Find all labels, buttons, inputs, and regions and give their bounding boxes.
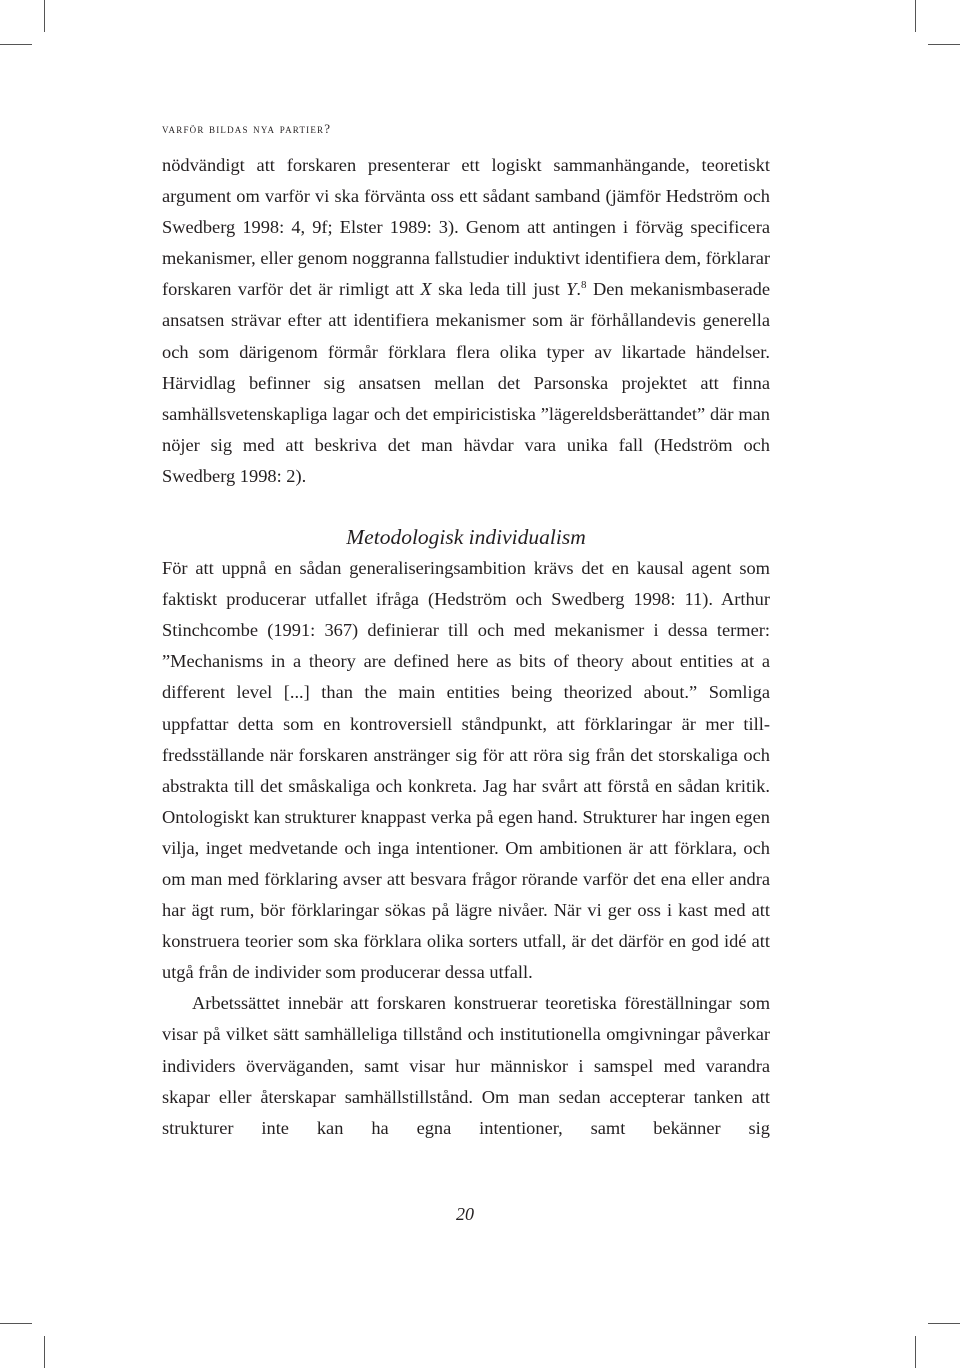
page-number: 20 xyxy=(456,1204,474,1224)
variable-x: X xyxy=(420,279,432,300)
paragraph-3: Arbetssättet innebär att forskaren konstruerar teoretiska föreställningar som visar på vilket sätt samhälleliga tillstånd och institutionella omgivningar påverkar individers överväganden, samt visar hur människor i samspel med varandra skapar eller återskapar samhällstillstånd. Om man sedan accepterar tanken att strukturer inte kan ha egna intentioner, samt bekänner sig xyxy=(162,993,770,1138)
crop-mark-top-left-v xyxy=(44,0,45,32)
footnote-reference[interactable]: 8 xyxy=(581,279,587,292)
section-heading: Metodologisk individualism xyxy=(346,525,586,550)
crop-mark-top-left-h xyxy=(0,44,32,45)
crop-mark-top-right-v xyxy=(915,0,916,32)
body-text xyxy=(162,150,770,1144)
crop-mark-bottom-right-v xyxy=(915,1336,916,1368)
crop-mark-bottom-right-h xyxy=(928,1323,960,1324)
paragraph-2: För att uppnå en sådan generaliseringsambition krävs det en kausal agent som faktiskt producerar utfallet ifråga (Hedström och Swedberg 1998: 11). Arthur Stinchcombe (1991: 367) definierar till och med mekanismer i dessa termer: ”Mechanisms in a theory are defined here as bits of theory about entities at a different level [...] than the main entities being theorized about.” Somliga uppfattar detta som en kontroversiell ståndpunkt, att förklaringar är mer tillfredsställande när forskaren anstränger sig för att röra sig från det storskaliga och abstrakta till det småskaliga och konkreta. Jag har svårt att förstå en sådan kritik. Ontologiskt kan strukturer knappast verka på egen hand. Strukturer har ingen egen vilja, inget medvetande och inga intentioner. Om ambitionen är att förklara, och om man med förklaring avser att besvara frågor rörande varför det ena eller andra har ägt rum, bör förklaringar sökas på lägre nivåer. När vi ger oss i kast med att konstruera teorier som ska förklara olika sorters utfall, är det därför en god idé att utgå från de individer som producerar dessa utfall. xyxy=(162,558,770,983)
crop-mark-bottom-left-v xyxy=(44,1336,45,1368)
crop-mark-bottom-left-h xyxy=(0,1323,32,1324)
running-head: varför bildas nya partier? xyxy=(162,121,332,136)
variable-y: Y xyxy=(566,279,577,300)
paragraph-1: nödvändigt att forskaren presenterar ett logiskt sammanhängande, teoretiskt argument om varför vi ska förvänta oss ett sådant samband (jämför Hedström och Swedberg 1998: 4, 9f; Elster 1989: 3). Genom att antingen i förväg specificera mekanismer, eller genom noggranna fallstudier induktivt identifiera dem, förklarar forskaren varför det är rimligt att X ska leda till just Y.$^8$ Den mekanismbaserade ansatsen strävar efter att identifiera mekanismer som är förhållandevis generella och som därigenom förmår förklara flera olika typer av likartade händelser. Härvidlag befinner sig ansatsen mellan det Parsonska projektet att finna samhällsvetenskapliga lagar och det empiricistiska ”lägereldsberättandet” där man nöjer sig med att beskriva det man hävdar vara unika fall (Hedström och Swedberg 1998: 2). xyxy=(162,155,770,486)
crop-mark-top-right-h xyxy=(928,44,960,45)
